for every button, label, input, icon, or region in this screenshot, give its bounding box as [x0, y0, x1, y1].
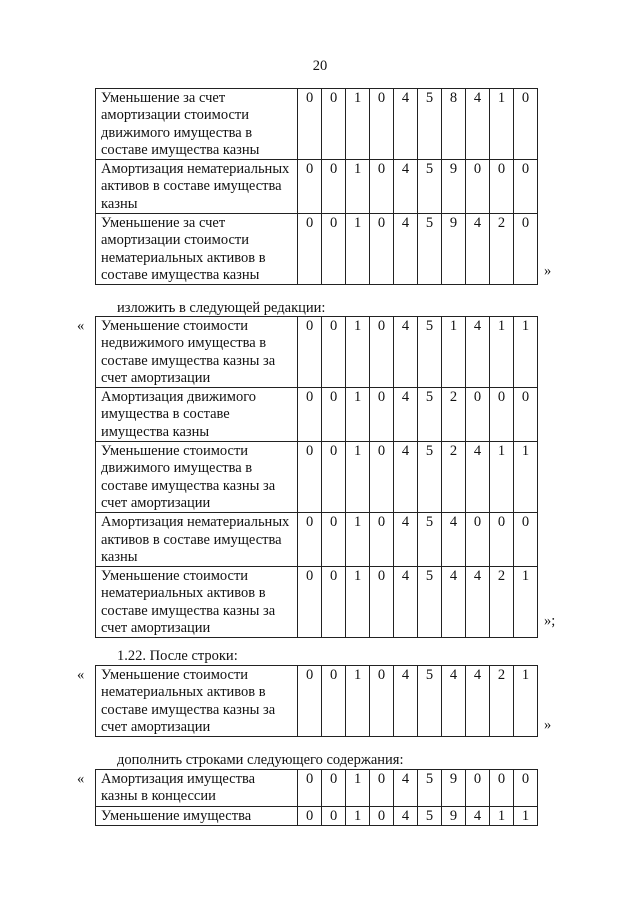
code-digit-cell: 0 [322, 513, 346, 567]
code-digit-cell: 0 [298, 806, 322, 825]
code-digit-cell: 9 [442, 160, 466, 214]
code-digit-cell: 1 [346, 567, 370, 638]
code-digit-cell: 0 [513, 513, 537, 567]
code-digit-cell: 1 [513, 666, 537, 737]
code-digit-cell: 0 [322, 770, 346, 807]
code-digit-cell: 4 [394, 513, 418, 567]
code-digit-cell: 0 [370, 388, 394, 442]
code-digit-cell: 9 [442, 214, 466, 285]
code-digit-cell: 9 [442, 806, 466, 825]
code-digit-cell: 1 [513, 567, 537, 638]
table-row [96, 567, 538, 638]
code-digit-cell: 4 [466, 567, 490, 638]
code-digit-cell: 4 [394, 442, 418, 513]
code-digit-cell: 5 [418, 214, 442, 285]
code-digit-cell: 1 [442, 317, 466, 388]
account-name-cell: Амортизация нематериальных активов в составе имущества казны [96, 513, 298, 567]
code-digit-cell: 0 [322, 388, 346, 442]
opening-quote: « [77, 771, 85, 787]
table-row [96, 388, 538, 442]
code-digit-cell: 4 [442, 513, 466, 567]
code-digit-cell: 0 [513, 160, 537, 214]
code-digit-cell: 1 [346, 770, 370, 807]
code-digit-cell: 5 [418, 567, 442, 638]
opening-quote: « [77, 667, 85, 683]
code-digit-cell: 5 [418, 806, 442, 825]
code-digit-cell: 2 [442, 442, 466, 513]
code-digit-cell: 0 [298, 160, 322, 214]
code-digit-cell: 0 [298, 388, 322, 442]
code-digit-cell: 0 [513, 770, 537, 807]
code-digit-cell: 0 [322, 666, 346, 737]
code-digit-cell: 4 [394, 388, 418, 442]
code-digit-cell: 2 [489, 567, 513, 638]
code-digit-cell: 0 [370, 666, 394, 737]
code-digit-cell: 0 [370, 806, 394, 825]
code-digit-cell: 0 [370, 567, 394, 638]
accounts-table-new [95, 316, 538, 638]
table-row [96, 89, 538, 160]
closing-quote: » [544, 717, 552, 733]
table-row [96, 214, 538, 285]
code-digit-cell: 2 [489, 214, 513, 285]
code-digit-cell: 0 [489, 513, 513, 567]
code-digit-cell: 1 [489, 317, 513, 388]
code-digit-cell: 0 [370, 442, 394, 513]
account-name-cell: Уменьшение имущества [96, 806, 298, 825]
code-digit-cell: 0 [298, 513, 322, 567]
code-digit-cell: 5 [418, 388, 442, 442]
code-digit-cell: 0 [322, 442, 346, 513]
code-digit-cell: 0 [513, 89, 537, 160]
table-body [96, 89, 538, 285]
table-row [96, 317, 538, 388]
accounts-table-after [95, 665, 538, 737]
code-digit-cell: 5 [418, 513, 442, 567]
table-body [96, 770, 538, 826]
code-digit-cell: 0 [298, 770, 322, 807]
table-row [96, 770, 538, 807]
code-digit-cell: 0 [298, 89, 322, 160]
code-digit-cell: 4 [466, 214, 490, 285]
account-name-cell: Уменьшение стоимости недвижимого имущества в составе имущества казны за счет амортизации [96, 317, 298, 388]
code-digit-cell: 0 [322, 806, 346, 825]
closing-quote: » [544, 263, 552, 279]
code-digit-cell: 0 [298, 317, 322, 388]
paragraph-add-rows: дополнить строками следующего содержания: [117, 752, 404, 768]
table-body [96, 666, 538, 737]
code-digit-cell: 1 [489, 89, 513, 160]
code-digit-cell: 1 [513, 317, 537, 388]
paragraph-new-edition: изложить в следующей редакции: [117, 300, 326, 316]
code-digit-cell: 0 [466, 513, 490, 567]
code-digit-cell: 0 [489, 388, 513, 442]
code-digit-cell: 4 [466, 666, 490, 737]
table-row [96, 513, 538, 567]
code-digit-cell: 0 [370, 89, 394, 160]
table-row [96, 160, 538, 214]
code-digit-cell: 4 [394, 89, 418, 160]
code-digit-cell: 1 [346, 89, 370, 160]
code-digit-cell: 4 [442, 666, 466, 737]
table-row [96, 806, 538, 825]
code-digit-cell: 4 [394, 317, 418, 388]
code-digit-cell: 1 [346, 442, 370, 513]
table-row [96, 666, 538, 737]
code-digit-cell: 1 [513, 806, 537, 825]
code-digit-cell: 1 [346, 806, 370, 825]
code-digit-cell: 0 [322, 567, 346, 638]
code-digit-cell: 1 [489, 806, 513, 825]
code-digit-cell: 0 [298, 567, 322, 638]
code-digit-cell: 0 [370, 770, 394, 807]
code-digit-cell: 4 [466, 89, 490, 160]
code-digit-cell: 1 [346, 666, 370, 737]
code-digit-cell: 1 [346, 160, 370, 214]
code-digit-cell: 0 [322, 317, 346, 388]
opening-quote: « [77, 318, 85, 334]
code-digit-cell: 0 [466, 160, 490, 214]
code-digit-cell: 4 [466, 442, 490, 513]
account-name-cell: Амортизация нематериальных активов в составе имущества казны [96, 160, 298, 214]
account-name-cell: Уменьшение стоимости нематериальных активов в составе имущества казны за счет амортизации [96, 666, 298, 737]
code-digit-cell: 0 [513, 388, 537, 442]
code-digit-cell: 0 [298, 442, 322, 513]
code-digit-cell: 0 [322, 160, 346, 214]
code-digit-cell: 1 [489, 442, 513, 513]
code-digit-cell: 5 [418, 442, 442, 513]
code-digit-cell: 0 [370, 160, 394, 214]
code-digit-cell: 4 [466, 317, 490, 388]
account-name-cell: Амортизация имущества казны в концессии [96, 770, 298, 807]
code-digit-cell: 0 [298, 214, 322, 285]
code-digit-cell: 4 [394, 666, 418, 737]
code-digit-cell: 0 [466, 770, 490, 807]
code-digit-cell: 5 [418, 317, 442, 388]
code-digit-cell: 0 [322, 89, 346, 160]
code-digit-cell: 0 [322, 214, 346, 285]
code-digit-cell: 1 [513, 442, 537, 513]
code-digit-cell: 0 [513, 214, 537, 285]
code-digit-cell: 1 [346, 214, 370, 285]
code-digit-cell: 5 [418, 160, 442, 214]
code-digit-cell: 5 [418, 89, 442, 160]
account-name-cell: Уменьшение стоимости движимого имущества в составе имущества казны за счет амортизации [96, 442, 298, 513]
code-digit-cell: 4 [394, 770, 418, 807]
code-digit-cell: 0 [370, 513, 394, 567]
code-digit-cell: 4 [466, 806, 490, 825]
code-digit-cell: 4 [442, 567, 466, 638]
code-digit-cell: 0 [489, 770, 513, 807]
code-digit-cell: 0 [489, 160, 513, 214]
accounts-table-old [95, 88, 538, 285]
code-digit-cell: 5 [418, 770, 442, 807]
code-digit-cell: 4 [394, 214, 418, 285]
code-digit-cell: 4 [394, 806, 418, 825]
code-digit-cell: 8 [442, 89, 466, 160]
code-digit-cell: 0 [370, 317, 394, 388]
accounts-table-added [95, 769, 538, 826]
code-digit-cell: 0 [298, 666, 322, 737]
paragraph-item-1-22: 1.22. После строки: [117, 648, 238, 664]
code-digit-cell: 9 [442, 770, 466, 807]
code-digit-cell: 2 [442, 388, 466, 442]
table-body [96, 317, 538, 638]
code-digit-cell: 0 [370, 214, 394, 285]
code-digit-cell: 0 [466, 388, 490, 442]
account-name-cell: Уменьшение за счет амортизации стоимости движимого имущества в составе имущества казны [96, 89, 298, 160]
code-digit-cell: 5 [418, 666, 442, 737]
code-digit-cell: 1 [346, 388, 370, 442]
page-number: 20 [312, 58, 328, 74]
code-digit-cell: 1 [346, 513, 370, 567]
code-digit-cell: 1 [346, 317, 370, 388]
account-name-cell: Уменьшение за счет амортизации стоимости нематериальных активов в составе имущества казны [96, 214, 298, 285]
closing-quote-semicolon: »; [544, 613, 556, 629]
account-name-cell: Уменьшение стоимости нематериальных активов в составе имущества казны за счет амортизации [96, 567, 298, 638]
code-digit-cell: 4 [394, 160, 418, 214]
table-row [96, 442, 538, 513]
account-name-cell: Амортизация движимого имущества в составе имущества казны [96, 388, 298, 442]
code-digit-cell: 2 [489, 666, 513, 737]
code-digit-cell: 4 [394, 567, 418, 638]
